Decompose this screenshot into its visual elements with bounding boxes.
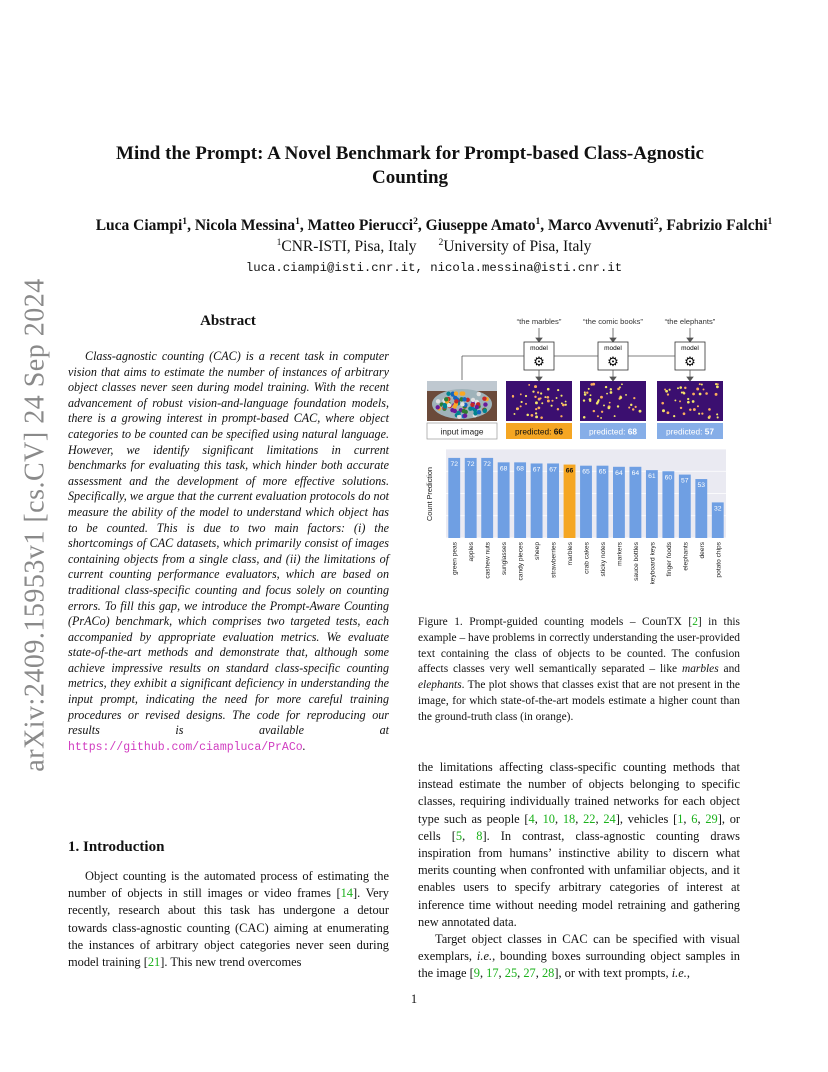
author: Fabrizio Falchi$^1$ bbox=[666, 215, 773, 234]
bar-candy-pieces bbox=[514, 462, 526, 538]
svg-text:predicted: 66: predicted: 66 bbox=[515, 426, 563, 437]
density-dot bbox=[535, 412, 537, 414]
x-tick-label: sunglasses bbox=[501, 542, 509, 575]
model-box bbox=[675, 342, 705, 370]
arxiv-stamp bbox=[14, 278, 58, 772]
input-image-label bbox=[427, 423, 497, 439]
x-tick-label: deers bbox=[698, 542, 706, 559]
density-dot bbox=[679, 386, 682, 389]
bar-strawberries bbox=[547, 463, 559, 538]
x-tick-label: marbles bbox=[567, 542, 575, 566]
density-dot bbox=[701, 384, 703, 386]
marble-dot bbox=[444, 397, 448, 401]
density-dot bbox=[534, 385, 537, 388]
marble-dot bbox=[447, 403, 451, 407]
input-connector bbox=[462, 356, 693, 381]
author: Matteo Pierucci$^2$ bbox=[307, 215, 418, 234]
density-dot bbox=[697, 405, 699, 407]
svg-text:input image: input image bbox=[440, 426, 484, 437]
density-dot bbox=[614, 415, 616, 417]
body-paragraph: the limitations affecting class-specific counting methods that instead estimate the number of objects belonging to specific classes, requiring individually trained networks for each object type such as people [4, 10, 18, 22, 24], vehicles [1, 6, 29], or cells [5, 8]. In contrast, class-agnostic counting draws inspiration from humans’ instinctive ability to discern what merits counting when confronted with unfamiliar objects, and it enables users to specify arbitrary categories of interest at inference time without needing model retraining and gathering new annotated data. bbox=[418, 760, 741, 929]
density-dot bbox=[534, 396, 536, 398]
density-dot bbox=[679, 400, 681, 402]
density-dot bbox=[544, 396, 546, 398]
x-tick-label: markers bbox=[616, 542, 624, 566]
bar-value-label: 57 bbox=[681, 477, 689, 485]
x-tick-label: sauce bottles bbox=[632, 542, 640, 581]
density-dot bbox=[680, 407, 682, 409]
bar-value-label: 72 bbox=[466, 460, 475, 468]
density-dot bbox=[520, 393, 522, 395]
arxiv-stamp-text: arXiv:2409.15953v1 [cs.CV] 24 Sep 2024 bbox=[20, 278, 51, 772]
density-dot bbox=[667, 393, 669, 395]
bar-value-label: 68 bbox=[516, 465, 524, 473]
density-dot bbox=[628, 407, 630, 409]
density-dot bbox=[603, 404, 605, 406]
bar-sheep bbox=[531, 463, 543, 538]
bar-crab-cakes bbox=[580, 466, 592, 538]
marble-dot bbox=[460, 402, 464, 406]
input-image bbox=[427, 381, 497, 421]
density-dot bbox=[590, 394, 592, 396]
density-dot bbox=[693, 408, 696, 411]
density-dot bbox=[617, 405, 619, 407]
density-dot bbox=[540, 392, 542, 394]
marble-dot bbox=[470, 403, 474, 407]
bar-value-label: 53 bbox=[697, 482, 706, 490]
density-dot bbox=[560, 395, 562, 397]
density-dot bbox=[716, 413, 718, 415]
citation-link[interactable]: 9 bbox=[473, 966, 480, 981]
density-dot bbox=[557, 408, 559, 410]
svg-text:model: model bbox=[681, 345, 699, 352]
x-tick-label: potato chips bbox=[715, 542, 723, 578]
density-dot bbox=[683, 392, 686, 395]
density-dot bbox=[619, 396, 622, 399]
bar-value-label: 61 bbox=[648, 473, 656, 481]
citation-link[interactable]: 4 bbox=[528, 811, 535, 826]
density-dot bbox=[541, 402, 543, 404]
density-dot bbox=[546, 396, 549, 399]
bar-value-label: 64 bbox=[631, 469, 640, 477]
density-dot bbox=[630, 404, 632, 406]
x-tick-label: green peas bbox=[451, 542, 459, 575]
density-dot bbox=[598, 399, 600, 401]
density-dot bbox=[692, 393, 695, 396]
marble-dot bbox=[482, 396, 486, 400]
marble-dot bbox=[471, 398, 475, 402]
bar-marbles bbox=[564, 465, 576, 538]
density-dot bbox=[687, 398, 689, 400]
citation-link[interactable]: 17 bbox=[486, 966, 499, 981]
density-dot bbox=[635, 406, 637, 408]
bar-value-label: 72 bbox=[450, 460, 459, 468]
density-dot bbox=[517, 407, 520, 410]
density-dot bbox=[601, 411, 603, 413]
marble-dot bbox=[454, 391, 458, 395]
citation-link[interactable]: 24 bbox=[603, 811, 616, 826]
marble-dot bbox=[468, 406, 472, 410]
bar-finger-foods bbox=[662, 471, 674, 538]
density-dot bbox=[600, 396, 603, 399]
gear-icon: ⚙ bbox=[607, 354, 619, 369]
density-dot bbox=[609, 402, 611, 404]
bar-sticky-notes bbox=[597, 466, 609, 538]
bar-green-peas bbox=[448, 458, 460, 538]
affiliations: $^1$CNR-ISTI, Pisa, Italy $^2$University of Pisa, Italy bbox=[276, 236, 592, 255]
density-dot bbox=[717, 383, 719, 385]
density-dot bbox=[661, 402, 664, 405]
citation-link[interactable]: 28 bbox=[541, 966, 555, 981]
figure-1 bbox=[420, 312, 744, 608]
citation-link[interactable]: 2 bbox=[692, 616, 698, 628]
density-dot bbox=[531, 414, 534, 417]
citation-link[interactable]: 22 bbox=[583, 811, 596, 826]
density-map bbox=[657, 381, 723, 421]
author: Nicola Messina$^1$ bbox=[194, 215, 300, 234]
prediction-label bbox=[506, 423, 572, 439]
bar-chart bbox=[425, 449, 726, 585]
density-dot bbox=[532, 390, 534, 392]
bar-sunglasses bbox=[498, 462, 510, 538]
x-tick-label: keyboard keys bbox=[649, 542, 657, 585]
prediction-label bbox=[580, 423, 646, 439]
density-dot bbox=[692, 400, 695, 403]
bar-value-label: 66 bbox=[565, 467, 574, 475]
citation-link[interactable]: 14 bbox=[340, 886, 353, 901]
x-tick-label: cashew nuts bbox=[484, 542, 492, 579]
bar-markers bbox=[613, 467, 625, 538]
prompt-label: “the comic books” bbox=[583, 317, 643, 326]
density-dot bbox=[610, 388, 612, 390]
density-dot bbox=[547, 400, 550, 403]
x-tick-label: candy pieces bbox=[517, 542, 525, 581]
code-link[interactable]: https://github.com/ciampluca/PrACo bbox=[68, 740, 303, 754]
marble-dot bbox=[462, 409, 466, 413]
density-dot bbox=[673, 415, 675, 417]
model-box bbox=[598, 342, 628, 370]
prompt-arrows bbox=[536, 328, 693, 342]
prompt-label: “the elephants” bbox=[664, 317, 716, 326]
density-dot bbox=[556, 397, 558, 399]
density-dot bbox=[605, 386, 607, 388]
density-dot bbox=[525, 403, 527, 405]
author: Luca Ciampi$^1$ bbox=[95, 215, 188, 234]
density-dot bbox=[535, 415, 538, 418]
prediction-label bbox=[657, 423, 723, 439]
density-dot bbox=[537, 407, 540, 410]
bar-value-label: 67 bbox=[532, 466, 541, 474]
density-dot bbox=[560, 415, 562, 417]
density-dot bbox=[665, 390, 668, 393]
citation-link[interactable]: 29 bbox=[705, 811, 718, 826]
density-dot bbox=[600, 417, 602, 419]
density-dot bbox=[717, 416, 719, 418]
density-dot bbox=[689, 409, 691, 411]
author: Marco Avvenuti$^2$ bbox=[548, 215, 659, 234]
citation-link[interactable]: 10 bbox=[542, 811, 555, 826]
density-dot bbox=[593, 410, 595, 412]
marble-dot bbox=[456, 411, 460, 415]
density-dot bbox=[606, 393, 608, 395]
marble-dot bbox=[453, 409, 457, 413]
x-tick-label: elephants bbox=[682, 542, 690, 571]
density-dot bbox=[677, 387, 679, 389]
bar-value-label: 60 bbox=[664, 474, 673, 482]
density-dot bbox=[674, 399, 676, 401]
density-dot bbox=[683, 412, 686, 415]
density-dot bbox=[586, 392, 588, 394]
density-dot bbox=[562, 404, 565, 407]
density-dot bbox=[709, 415, 711, 417]
bar-value-label: 32 bbox=[713, 505, 722, 513]
svg-text:model: model bbox=[530, 345, 548, 352]
abstract-heading: Abstract bbox=[200, 313, 256, 329]
bar-value-label: 72 bbox=[483, 460, 491, 468]
marble-dot bbox=[452, 404, 456, 408]
bar-value-label: 65 bbox=[598, 468, 607, 476]
bar-value-label: 68 bbox=[499, 465, 508, 473]
figure-caption: Figure 1. Prompt-guided counting models – CounTX [2] in this example – have problems in correctly understanding the user-provided text containing the class of objects to be counted. The confusion affects classes very well semantically separated – like marbles and elephants. The plot shows that classes exist that are not present in the image, for which state-of-the-art models estimate a higher count than the ground-truth class (in orange). bbox=[418, 616, 740, 723]
citation-link[interactable]: 21 bbox=[147, 955, 161, 970]
abstract-body: Class-agnostic counting (CAC) is a recent task in computer vision that aims to estimate the number of instances of arbitrary object classes never seen during model training. With the recent advancement of robust vision-and-language foundation models, there is a growing interest in prompt-based CAC, where object categories to be counted can be specified using natural language. However, we identify significant limitations in current benchmarks for evaluating this task, which hinder both accurate assessment and the development of more effective solutions. Specifically, we argue that the current evaluation protocols do not measure the ability of the model to understand which object has to be counted. This is due to two main factors: (i) the shortcomings of CAC datasets, which primarily consist of images containing objects from a single class, and (ii) the limitations of current counting performance evaluators, which are based on traditional class-specific counting and focus solely on counting errors. To fill this gap, we introduce the Prompt-Aware Counting (PrACo) benchmark, which comprises two targeted tests, each accompanied by appropriate evaluation metrics. We evaluate state-of-the-art methods and demonstrate that, although some achieve impressive results on standard class-specific counting metrics, they exhibit a significant deficiency in understanding the input prompt, indicating the need for more careful training procedures or revised designs. The code for reproducing our results is available at https://github.com/ciampluca/PrACo. bbox=[68, 349, 389, 754]
marble-dot bbox=[483, 402, 487, 406]
density-dot bbox=[610, 391, 613, 394]
density-dot bbox=[633, 397, 635, 399]
x-tick-label: sheep bbox=[534, 542, 542, 560]
density-dot bbox=[521, 401, 523, 403]
citation-link[interactable]: 1 bbox=[677, 811, 684, 826]
density-dot bbox=[703, 388, 705, 390]
citation-link[interactable]: 27 bbox=[523, 966, 536, 981]
density-dot bbox=[596, 402, 599, 405]
density-dot bbox=[708, 408, 711, 411]
density-dot bbox=[512, 395, 514, 397]
density-dot bbox=[525, 395, 527, 397]
section-heading: 1. Introduction bbox=[68, 839, 165, 855]
bar-value-label: 64 bbox=[615, 469, 623, 477]
citation-link[interactable]: 5 bbox=[455, 828, 463, 843]
citation-link[interactable]: 25 bbox=[504, 966, 518, 981]
marble-dot bbox=[436, 399, 440, 403]
marble-dot bbox=[457, 414, 461, 418]
density-map bbox=[506, 381, 572, 421]
marble-dot bbox=[477, 410, 481, 414]
density-dot bbox=[535, 401, 538, 404]
right-column-text bbox=[418, 759, 740, 983]
density-dot bbox=[584, 391, 586, 393]
citation-link[interactable]: 6 bbox=[691, 811, 698, 826]
bar-sauce-bottles bbox=[629, 467, 641, 538]
marble-dot bbox=[454, 399, 458, 403]
density-dot bbox=[621, 383, 623, 385]
density-dot bbox=[584, 393, 587, 396]
marble-dot bbox=[462, 397, 466, 401]
x-tick-label: sticky notes bbox=[599, 542, 607, 577]
bar-value-label: 65 bbox=[582, 468, 590, 476]
density-dot bbox=[608, 406, 611, 409]
density-dot bbox=[617, 388, 620, 391]
density-dot bbox=[698, 413, 700, 415]
prompt-label: “the marbles” bbox=[516, 317, 562, 326]
svg-text:predicted: 68: predicted: 68 bbox=[589, 426, 637, 437]
density-dot bbox=[662, 409, 665, 412]
gear-icon: ⚙ bbox=[533, 354, 545, 369]
x-tick-label: finger foods bbox=[665, 542, 673, 577]
x-tick-label: strawberries bbox=[550, 542, 558, 578]
density-dot bbox=[589, 398, 592, 401]
density-dot bbox=[684, 387, 686, 389]
density-dot bbox=[565, 401, 567, 403]
bar-value-label: 67 bbox=[549, 466, 557, 474]
figure-svg bbox=[420, 312, 744, 608]
density-dot bbox=[588, 388, 590, 390]
density-dot bbox=[537, 391, 539, 393]
density-dot bbox=[528, 384, 530, 386]
bar-cashew-nuts bbox=[481, 458, 493, 538]
density-dot bbox=[639, 410, 642, 413]
density-dot bbox=[687, 401, 690, 404]
paper-title: Mind the Prompt: A Novel Benchmark for Prompt-based Class-Agnostic Counting bbox=[116, 143, 704, 188]
model-box bbox=[524, 342, 554, 370]
marble-dot bbox=[463, 414, 467, 418]
marble-dot bbox=[483, 409, 487, 413]
density-dot bbox=[583, 416, 586, 419]
body-paragraph: Target object classes in CAC can be specified with visual exemplars, i.e., bounding boxes surrounding object samples in the image [9, 17, 25, 27, 28], or with text prompts, i.e., bbox=[418, 932, 740, 981]
density-dot bbox=[520, 405, 522, 407]
density-dot bbox=[705, 392, 708, 395]
marble-dot bbox=[443, 403, 447, 407]
density-dot bbox=[716, 385, 719, 388]
density-dot bbox=[535, 408, 537, 410]
citation-link[interactable]: 8 bbox=[476, 828, 483, 843]
marble-dot bbox=[459, 391, 463, 395]
marble-dot bbox=[475, 405, 479, 409]
citation-link[interactable]: 18 bbox=[562, 811, 576, 826]
density-dot bbox=[667, 411, 670, 414]
density-dot bbox=[699, 383, 701, 385]
density-dot bbox=[551, 400, 553, 402]
density-dot bbox=[696, 388, 699, 391]
gear-icon: ⚙ bbox=[684, 354, 696, 369]
x-tick-label: apples bbox=[468, 542, 476, 562]
y-axis-label: Count Prediction bbox=[425, 467, 434, 521]
density-dot bbox=[701, 413, 703, 415]
author-emails[interactable]: luca.ciampi@isti.cnr.it, nicola.messina@isti.cnr.it bbox=[245, 261, 623, 275]
x-tick-label: crab cakes bbox=[583, 542, 591, 574]
density-dot bbox=[681, 391, 683, 393]
bar-keyboard-keys bbox=[646, 470, 658, 538]
density-dot bbox=[557, 389, 559, 391]
author-list: Luca Ciampi$^1$, Nicola Messina$^1$, Matteo Pierucci$^2$, Giuseppe Amato$^1$, Marco Avvenuti$^2$, Fabrizio Falchi$^1$ bbox=[95, 215, 773, 234]
density-dot bbox=[590, 383, 593, 386]
density-dot bbox=[526, 414, 529, 417]
density-dot bbox=[547, 388, 550, 391]
density-dot bbox=[625, 394, 627, 396]
author: Giuseppe Amato$^1$ bbox=[425, 215, 541, 234]
marble-dot bbox=[446, 392, 450, 396]
page-number: 1 bbox=[410, 992, 418, 1006]
marble-dot bbox=[477, 392, 481, 396]
density-dot bbox=[514, 413, 516, 415]
density-dot bbox=[551, 405, 553, 407]
density-dot bbox=[715, 393, 718, 396]
density-dot bbox=[669, 389, 671, 391]
intro-paragraph: Object counting is the automated process of estimating the number of objects in still images or video frames [14]. Very recently, research about this task has undergone a detour towards class-agnostic counting (CAC) aiming at enumerating the instances of arbitrary object categories never seen during model training [21]. This new trend overcomes bbox=[68, 869, 389, 970]
bar-apples bbox=[465, 458, 477, 538]
density-dot bbox=[540, 416, 543, 419]
svg-text:model: model bbox=[604, 345, 622, 352]
density-dot bbox=[597, 415, 599, 417]
marble-dot bbox=[436, 405, 440, 409]
density-dot bbox=[565, 404, 567, 406]
svg-text:predicted: 57: predicted: 57 bbox=[666, 426, 714, 437]
density-dot bbox=[583, 399, 585, 401]
density-dot bbox=[538, 398, 541, 401]
density-dot bbox=[699, 393, 702, 396]
density-dot bbox=[632, 408, 634, 410]
